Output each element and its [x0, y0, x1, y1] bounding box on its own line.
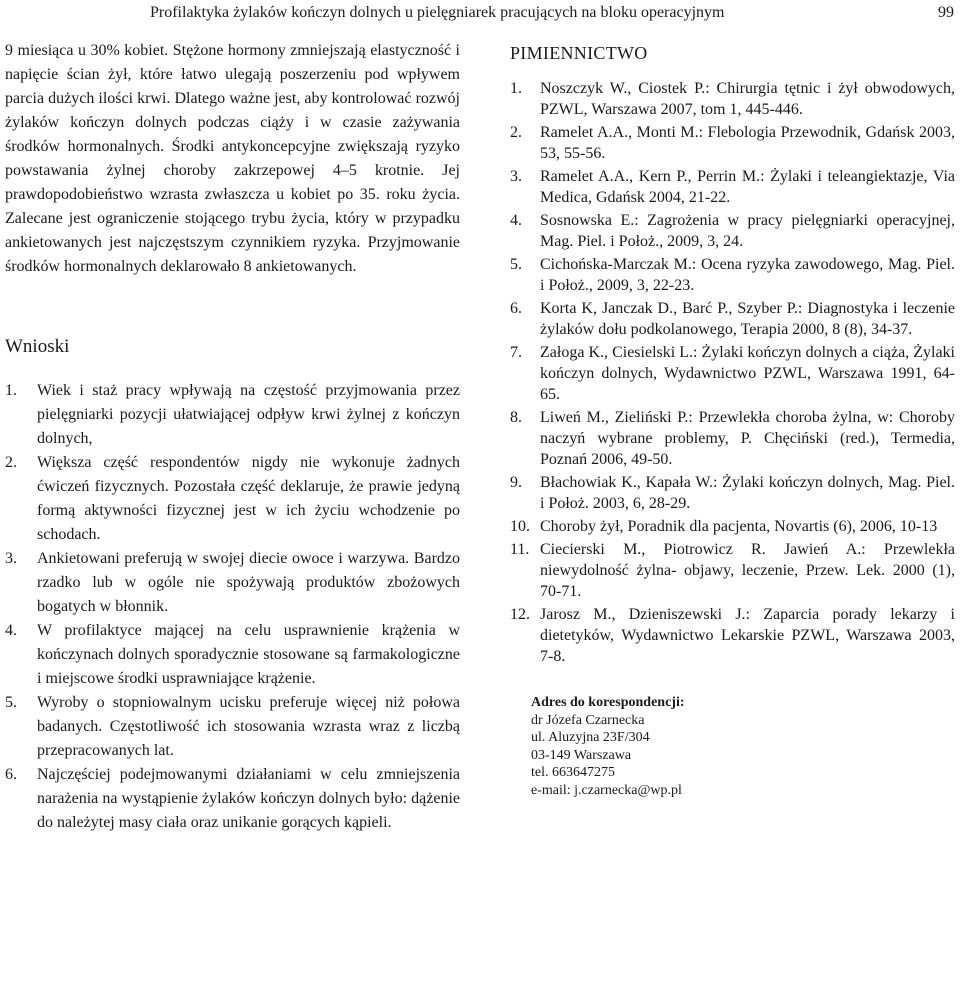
reference-text: Cichońska-Marczak M.: Ocena ryzyka zawodowego, Mag. Piel. i Położ., 2009, 3, 22-23. — [540, 256, 955, 294]
reference-text: Choroby żył, Poradnik dla pacjenta, Novartis (6), 2006, 10-13 — [540, 518, 938, 535]
conclusion-item — [5, 691, 460, 763]
conclusion-number: 3. — [5, 550, 17, 567]
reference-item — [510, 78, 955, 120]
reference-text: Korta K, Janczak D., Barć P., Szyber P.: Diagnostyka i leczenie żylaków dołu podkolanowego, Terapia 2000, 8 (8), 34-37. — [540, 300, 955, 338]
conclusion-item — [5, 763, 460, 835]
reference-item — [510, 539, 955, 602]
intro-paragraph: 9 miesiąca u 30% kobiet. Stężone hormony zmniejszają elastyczność i napięcie ścian żył, które łatwo ulegają poszerzeniu pod wpływem parcia dużych ilości krwi. Dlatego ważne jest, aby kontrolować rozwój żylaków kończyn dolnych podczas ciąży i w czasie zażywania środków hormonalnych. Środki antykoncepcyjne zwiększają ryzyko powstawania żylnej choroby zakrzepowej 4–5 krotnie. Jej prawdopodobieństwo wzrasta zwłaszcza u kobiet po 35. roku życia. Zalecane jest ograniczenie stojącego trybu życia, który w przypadku ankietowanych jest najczęstszym czynnikiem ryzyka. Przyjmowanie środków hormonalnych deklarowało 8 ankietowanych. — [5, 42, 460, 275]
page-number: 99 — [938, 4, 954, 21]
running-title: Profilaktyka żylaków kończyn dolnych u pielęgniarek pracujących na bloku operacyjnym — [150, 4, 725, 21]
conclusion-item — [5, 451, 460, 547]
reference-number: 8. — [510, 409, 522, 426]
reference-number: 2. — [510, 124, 522, 141]
reference-text: Liweń M., Zieliński P.: Przewlekła choroba żylna, w: Choroby naczyń wybrane problemy, P. Chęciński (red.), Termedia, Poznań 2006, 49-50. — [540, 409, 955, 468]
reference-text: Sosnowska E.: Zagrożenia w pracy pielęgniarki operacyjnej, Mag. Piel. i Położ., 2009, 3, 24. — [540, 212, 955, 250]
conclusion-item — [5, 619, 460, 691]
conclusion-number: 2. — [5, 454, 17, 471]
reference-item — [510, 472, 955, 514]
reference-item — [510, 166, 955, 208]
reference-item — [510, 342, 955, 405]
conclusion-text: Najczęściej podejmowanymi działaniami w celu zmniejszenia narażenia na wystąpienie żylaków kończyn dolnych było: dążenie do należytej masy ciała oraz unikanie gorących kąpieli. — [37, 766, 460, 831]
left-column — [5, 39, 460, 835]
reference-item — [510, 516, 955, 537]
conclusion-number: 4. — [5, 622, 17, 639]
references-list — [510, 78, 955, 667]
reference-item — [510, 407, 955, 470]
conclusion-number: 1. — [5, 382, 17, 399]
reference-text: Załoga K., Ciesielski L.: Żylaki kończyn dolnych a ciąża, Żylaki kończyn dolnych, Wydawnictwo PZWL, Warszawa 1991, 64-65. — [540, 344, 955, 403]
correspondence-heading: Adres do korespondencji: — [531, 695, 685, 710]
conclusion-number: 5. — [5, 694, 17, 711]
reference-text: Jarosz M., Dzieniszewski J.: Zaparcia porady lekarzy i dietetyków, Wydawnictwo Lekarskie PZWL, Warszawa 2003, 7-8. — [540, 606, 955, 665]
reference-number: 10. — [510, 518, 530, 535]
reference-number: 7. — [510, 344, 522, 361]
conclusion-text: Większa część respondentów nigdy nie wykonuje żadnych ćwiczeń fizycznych. Pozostała część deklaruje, że prawie jedyną formą aktywności fizycznej jest w ich życiu wchodzenie po schodach. — [37, 454, 460, 543]
correspondence-street: ul. Aluzyjna 23F/304 — [531, 730, 650, 745]
reference-number: 9. — [510, 474, 522, 491]
correspondence-city: 03-149 Warszawa — [531, 747, 632, 763]
reference-text: Ciecierski M., Piotrowicz R. Jawień A.: Przewlekła niewydolność żylna- objawy, leczenie, Przew. Lek. 2000 (1), 70-71. — [540, 541, 955, 600]
reference-item — [510, 604, 955, 667]
reference-number: 6. — [510, 300, 522, 317]
reference-number: 12. — [510, 606, 530, 623]
reference-text: Błachowiak K., Kapała W.: Żylaki kończyn dolnych, Mag. Piel. i Położ. 2003, 6, 28-29. — [540, 474, 955, 512]
conclusion-item — [5, 379, 460, 451]
conclusions-list — [5, 379, 460, 835]
correspondence-block — [531, 694, 955, 799]
reference-number: 4. — [510, 212, 522, 229]
reference-text: Ramelet A.A., Kern P., Perrin M.: Żylaki i teleangiektazje, Via Medica, Gdańsk 2004, 21-22. — [540, 168, 955, 206]
conclusion-text: W profilaktyce mającej na celu usprawnienie krążenia w kończynach dolnych sporadycznie stosowane są farmakologiczne i miejscowe środki usprawniające krążenie. — [37, 622, 460, 687]
reference-item — [510, 298, 955, 340]
reference-text: Noszczyk W., Ciostek P.: Chirurgia tętnic i żył obwodowych, PZWL, Warszawa 2007, tom 1, 445-446. — [540, 80, 955, 118]
correspondence-phone: tel. 663647275 — [531, 765, 615, 780]
reference-item — [510, 210, 955, 252]
reference-text: Ramelet A.A., Monti M.: Flebologia Przewodnik, Gdańsk 2003, 53, 55-56. — [540, 124, 955, 162]
conclusion-item — [5, 547, 460, 619]
references-heading: PIMIENNICTWO — [510, 43, 648, 63]
conclusion-text: Wiek i staż pracy wpływają na częstość przyjmowania przez pielęgniarki pozycji ułatwiającej odpływ krwi żylnej z kończyn dolnych, — [37, 382, 460, 447]
reference-number: 3. — [510, 168, 522, 185]
correspondence-email: e-mail: j.czarnecka@wp.pl — [531, 782, 682, 798]
conclusions-heading: Wnioski — [5, 336, 70, 357]
conclusion-number: 6. — [5, 766, 17, 783]
conclusion-text: Ankietowani preferują w swojej diecie owoce i warzywa. Bardzo rzadko lub w ogóle nie spożywają produktów zbożowych bogatych w błonnik. — [37, 550, 460, 615]
right-column — [510, 42, 955, 799]
reference-item — [510, 254, 955, 296]
correspondence-name: dr Józefa Czarnecka — [531, 712, 645, 728]
reference-number: 11. — [510, 541, 530, 558]
reference-number: 5. — [510, 256, 522, 273]
reference-item — [510, 122, 955, 164]
conclusion-text: Wyroby o stopniowalnym ucisku preferuje więcej niż połowa badanych. Częstotliwość ich stosowania wzrasta wraz z liczbą przepracowanych lat. — [37, 694, 460, 759]
reference-number: 1. — [510, 80, 522, 97]
